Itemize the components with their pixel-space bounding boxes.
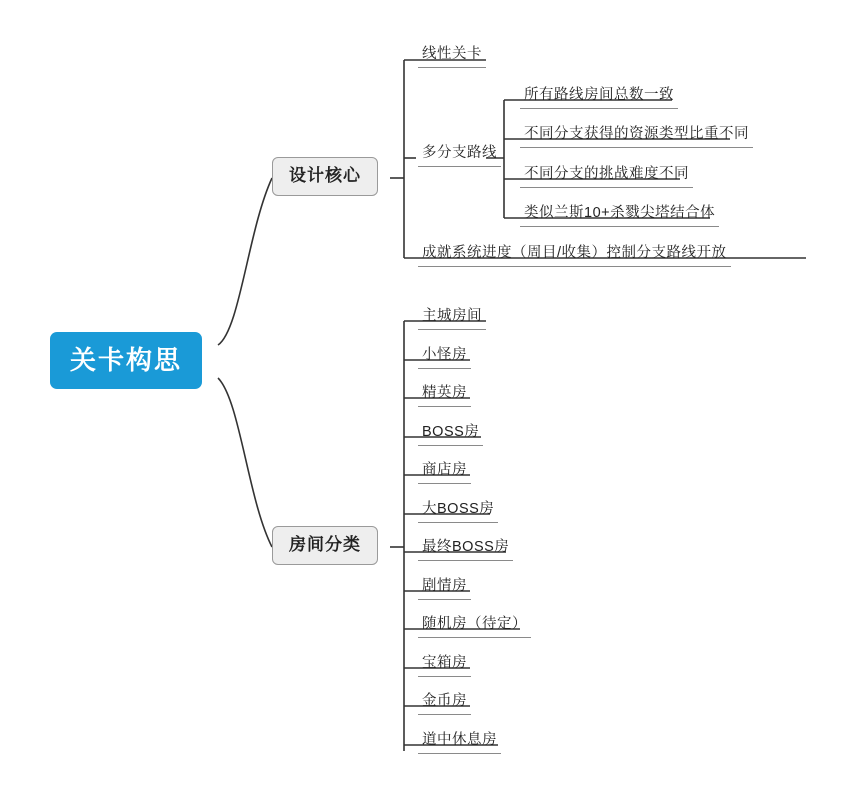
branch-node-room-types[interactable]: 房间分类 (272, 526, 378, 565)
leaf-equal-room-count[interactable]: 所有路线房间总数一致 (520, 85, 678, 109)
leaf-minion-room[interactable]: 小怪房 (418, 345, 471, 369)
leaf-achievement-unlock[interactable]: 成就系统进度（周目/收集）控制分支路线开放 (418, 243, 731, 267)
leaf-challenge-difficulty[interactable]: 不同分支的挑战难度不同 (520, 164, 693, 188)
leaf-boss-room[interactable]: BOSS房 (418, 422, 483, 446)
leaf-rest-room[interactable]: 道中休息房 (418, 730, 501, 754)
root-node[interactable]: 关卡构思 (50, 332, 202, 389)
leaf-random-room[interactable]: 随机房（待定） (418, 614, 531, 638)
leaf-resource-type-ratio[interactable]: 不同分支获得的资源类型比重不同 (520, 124, 753, 148)
leaf-treasure-room[interactable]: 宝箱房 (418, 653, 471, 677)
leaf-elite-room[interactable]: 精英房 (418, 383, 471, 407)
leaf-story-room[interactable]: 剧情房 (418, 576, 471, 600)
leaf-big-boss-room[interactable]: 大BOSS房 (418, 499, 498, 523)
edge-root-to-design-core (218, 178, 272, 345)
edge-root-to-room-types (218, 378, 272, 547)
branch-node-design-core[interactable]: 设计核心 (272, 157, 378, 196)
leaf-rance-slay-spire-mix[interactable]: 类似兰斯10+杀戮尖塔结合体 (520, 203, 719, 227)
leaf-linear-level[interactable]: 线性关卡 (418, 44, 486, 68)
leaf-shop-room[interactable]: 商店房 (418, 460, 471, 484)
leaf-gold-room[interactable]: 金币房 (418, 691, 471, 715)
leaf-main-city-room[interactable]: 主城房间 (418, 306, 486, 330)
leaf-multi-branch-route[interactable]: 多分支路线 (418, 143, 501, 167)
leaf-final-boss-room[interactable]: 最终BOSS房 (418, 537, 513, 561)
